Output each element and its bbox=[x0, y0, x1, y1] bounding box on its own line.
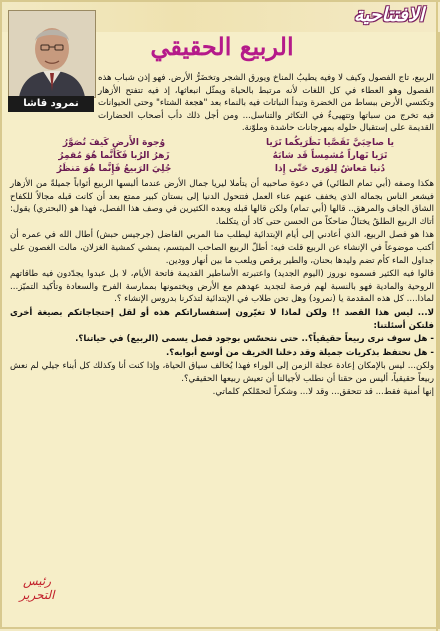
poem-verse: وُجوهَ الأَرضِ كَيفَ تُصَوَّرُ bbox=[62, 137, 166, 148]
article-title: الربيع الحقيقي bbox=[150, 32, 294, 61]
paragraph: قالوا فيه الكثير فسموه نوروز (اليوم الجديد) واعتبرته الأساطير القديمة فاتحة الأيام، لا بل عبدوا يجدّدون فيه طاقاتهم الروحية والمادية فهو بالنسبة لهم فرصة لتجديد عهدهم مع الأرض ويختمونها بممارسة الفرح والسعادة وتأكيد التميّز... لماذا.... كل هذه المقدمة يا (نمرود) وهل تحن طلاب في الإبتدائية لتذكرنا بدروس الإنشاء ؟. bbox=[10, 269, 434, 305]
editor-signature: رئيس التحرير bbox=[19, 574, 55, 602]
paragraph: لا... ليس هذا القصد !! ولكن لماذا لا تغيّرون إستفساراتكم هذه أو لقل إحتجاجاتكم بصيغة أخرى فلتكن أسئلتنا: bbox=[10, 307, 434, 331]
paragraph: هكذا وصفه (أبي تمام الطائي) في دعوة صاحبيه أن يتأملا ليريا جمال الأرض عندما ألبسها الربيع أثواباً جميلةً من الأزهار فيشعر الناس بجماله الذي يخفف عنهم عناء العمل فتتحول الدنيا إلى بستان كبير ممتع بعد أن كانت قبله مجالاً للكفاح الشاق الجاف والمرهق.. قالها (أبي تمام) ولكن قالها قبله وبعده الكثيرين في وصف هذا الفصل، فهذا هو (البحتري) يقول: أتاك الربيع الطلقُ يختالُ ضاحكاً من الحسن حتى كاد أن يتكلما. bbox=[10, 178, 434, 227]
poem-verse: جُلِيَ الرَبيعُ فَإِنَّما هُوَ مَنظَرُ bbox=[56, 163, 172, 174]
poem bbox=[16, 137, 428, 176]
poem-verse: يا صاحِبَيَّ تَقَصَّيا نَظَرَيكُما تَرَيا bbox=[266, 137, 394, 148]
question: - هل نحتفظ بذكريات جميلة وقد دخلنا الخريف من أوسع أبوابه؟. bbox=[165, 347, 434, 358]
question: - هل سوف نرى ربيعاً حقيقياً؟.. حتى نتحسّس بوجود فصل يسمى (الربيع) في حياتنا؟. bbox=[75, 334, 434, 345]
poem-verse: دُنيا مَعاشٌ لِلوَرى حَتّى إِذا bbox=[274, 163, 386, 174]
author-name: نمرود قاشا bbox=[8, 96, 94, 112]
poem-verse: زَهرُ الرُبا فَكَأَنَّما هُوَ مُقمِرُ bbox=[58, 150, 170, 161]
paragraph: هذا هو فصل الربيع، الذي أعادني إلى أيام الإبتدائية ليطلب منا المربي الفاضل (جرجيس حبش) أطال الله في عمره أن أكتب موضوعاً في الإنشاء عن الربيع قلت فيه: أطلّ الربيع الصاحب المبتسم، يمشي كمشية الغزلان، مالت الغصون على جداول الماء كأم تضم وليدها بحنان، والطير يرقص ويلعب ما بين أنهار وودين. bbox=[10, 230, 434, 266]
closing-line: إنها أمنية فقط... قد تتحقق... وقد لا... وشكراً لتحمّلكم كلماتي. bbox=[212, 387, 434, 398]
page-border bbox=[436, 2, 438, 631]
poem-verse: تَرَيا نَهاراً مُشمِساً قَد شابَهُ bbox=[272, 150, 388, 161]
article-body bbox=[10, 72, 434, 400]
section-label: الافتتاحية bbox=[353, 4, 424, 26]
paragraph: ولكن... ليس بالإمكان إعادة عجلة الزمن إلى الوراء فهذا يُخالف سياق الحياة، وإذا كنت أنا وكذلك كل أبناء جيلي لم نعش ربيعاً حقيقياً، أليس من حقنا أن نطلب لأجيالنا أن تعيش ربيعها الحقيقي؟. bbox=[10, 361, 434, 384]
paragraph-intro: الربيع، تاج الفصول وكيف لا وفيه يطيبُ المناخ ويورق الشجر وتخضَرُّ الأرض. فهو إذن شباب هذه الفصول وهو العطاء في كل اللغات لأنه مرتبط بالحياة ويمثّل انبعاثها، إذ فيه تتفتح الأزهار وتكتسي الأرض ببساط من الخضرة وتبدأ النباتات فيه بالنماء بعد "هجعة الشتاء" وحتى الحيوانات فيه تخرج من سباتها وتتهيىءُ في التكاثر والتناسل... ومن أجل ذلك دأب أصحاب الحضارات القديمة على إستقبال حلوله بمهرجانات حاشدة وملوّنة. bbox=[98, 73, 434, 134]
